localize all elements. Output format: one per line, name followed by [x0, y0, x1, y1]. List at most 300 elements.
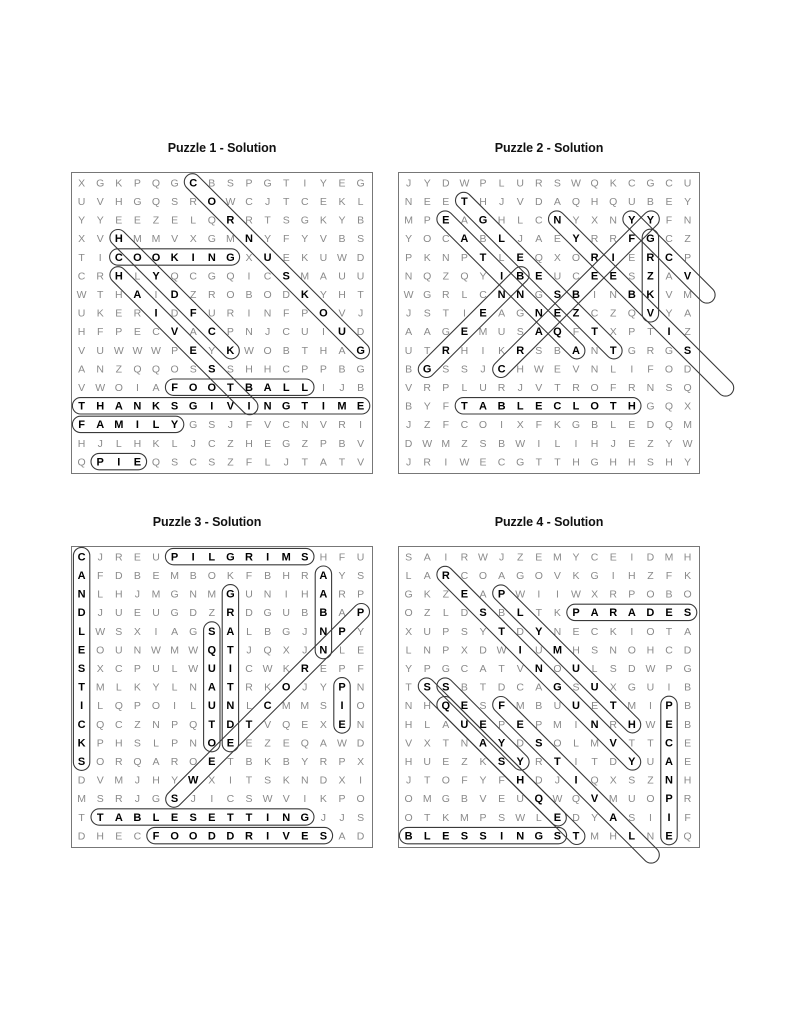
grid-letter: D — [319, 774, 328, 787]
puzzle-1-grid — [71, 172, 373, 474]
grid-letter: P — [357, 588, 365, 601]
grid-letter: E — [684, 737, 692, 750]
grid-letter: Z — [461, 437, 468, 450]
grid-letter: X — [609, 326, 617, 339]
grid-letter: N — [646, 830, 655, 843]
grid-letter: L — [282, 382, 290, 394]
grid-letter: C — [301, 196, 309, 208]
grid-letter: W — [337, 737, 347, 750]
grid-letter: Y — [170, 419, 179, 432]
grid-letter: J — [264, 196, 271, 208]
grid-letter: E — [535, 400, 543, 413]
grid-letter: R — [245, 681, 253, 694]
grid-letter: G — [553, 681, 562, 694]
grid-letter: H — [683, 774, 692, 787]
grid-letter: P — [338, 681, 346, 694]
grid-letter: R — [441, 344, 450, 357]
grid-letter: L — [357, 196, 364, 208]
grid-letter: P — [356, 607, 365, 620]
grid-letter: W — [244, 344, 254, 357]
grid-letter: X — [357, 756, 365, 768]
grid-letter: P — [319, 437, 327, 450]
grid-letter: U — [356, 270, 365, 283]
grid-letter: U — [683, 177, 692, 190]
grid-letter: W — [188, 774, 199, 787]
grid-letter: Y — [479, 625, 487, 638]
grid-letter: P — [665, 663, 673, 675]
grid-letter: B — [245, 289, 253, 301]
grid-letter: S — [133, 737, 141, 750]
grid-letter: C — [665, 177, 673, 190]
grid-letter: A — [207, 681, 216, 694]
grid-letter: A — [77, 570, 86, 582]
grid-letter: E — [535, 551, 543, 564]
grid-letter: Q — [282, 718, 291, 731]
grid-letter: A — [405, 326, 413, 339]
grid-letter: V — [338, 307, 346, 320]
grid-letter: J — [302, 681, 308, 694]
grid-letter: R — [516, 344, 525, 357]
grid-letter: D — [516, 737, 524, 750]
grid-letter: D — [356, 326, 365, 339]
grid-letter: Q — [460, 270, 469, 283]
grid-letter: C — [665, 251, 673, 264]
grid-letter: W — [188, 644, 199, 657]
grid-letter: H — [665, 456, 673, 469]
grid-letter: J — [97, 607, 103, 620]
grid-letter: U — [152, 663, 160, 675]
answer-loop-greats — [415, 263, 533, 381]
grid-letter: S — [683, 344, 692, 357]
grid-letter: V — [78, 344, 86, 357]
grid-letter: H — [245, 437, 253, 450]
grid-letter: I — [574, 718, 578, 731]
grid-letter: T — [442, 307, 450, 320]
grid-letter: B — [338, 233, 346, 246]
grid-letter: C — [665, 737, 673, 750]
grid-letter: R — [338, 419, 346, 432]
grid-letter: C — [282, 363, 290, 376]
grid-letter: O — [478, 419, 488, 432]
grid-letter: U — [207, 700, 216, 713]
grid-letter: O — [281, 681, 291, 694]
grid-letter: K — [479, 756, 487, 768]
grid-letter: D — [404, 437, 413, 450]
grid-letter: U — [572, 663, 580, 675]
grid-letter: B — [133, 811, 142, 824]
grid-letter: P — [338, 793, 346, 806]
grid-letter: K — [553, 419, 561, 432]
grid-letter: P — [572, 607, 580, 620]
grid-letter: T — [78, 251, 85, 264]
grid-letter: W — [552, 793, 563, 806]
grid-letter: R — [115, 793, 123, 806]
grid-letter: E — [115, 830, 123, 843]
grid-letter: P — [498, 718, 506, 731]
grid-letter: F — [245, 570, 253, 582]
grid-letter: U — [338, 270, 346, 283]
grid-letter: S — [479, 830, 487, 843]
grid-letter: G — [151, 793, 161, 806]
grid-letter: O — [404, 793, 413, 806]
grid-letter: M — [590, 737, 599, 750]
grid-letter: A — [479, 663, 487, 675]
grid-letter: K — [423, 588, 431, 601]
grid-letter: T — [423, 344, 431, 357]
grid-letter: N — [404, 196, 413, 208]
grid-letter: I — [537, 437, 541, 450]
grid-letter: R — [497, 382, 506, 394]
grid-letter: O — [627, 644, 636, 657]
grid-letter: D — [572, 811, 580, 824]
grid-letter: K — [442, 811, 450, 824]
grid-letter: Y — [405, 233, 413, 246]
grid-letter: E — [245, 737, 253, 750]
grid-letter: I — [593, 289, 597, 301]
grid-letter: N — [534, 663, 543, 675]
grid-letter: F — [647, 363, 654, 376]
grid-letter: P — [460, 251, 468, 264]
grid-letter: S — [264, 774, 272, 787]
grid-letter: B — [553, 344, 561, 357]
grid-letter: W — [262, 663, 273, 675]
grid-letter: I — [648, 811, 652, 824]
grid-letter: T — [227, 644, 234, 657]
grid-letter: G — [170, 588, 179, 601]
grid-letter: S — [609, 663, 617, 675]
grid-letter: I — [574, 756, 578, 768]
grid-letter: D — [460, 607, 469, 620]
grid-letter: N — [301, 419, 309, 432]
grid-letter: F — [665, 214, 673, 227]
grid-letter: Z — [684, 233, 691, 246]
grid-letter: N — [516, 830, 525, 843]
grid-letter: T — [665, 625, 673, 638]
grid-letter: K — [264, 681, 272, 694]
grid-letter: R — [646, 251, 655, 264]
grid-letter: X — [553, 251, 561, 264]
grid-letter: Z — [442, 588, 450, 601]
grid-letter: X — [78, 233, 86, 246]
grid-letter: N — [133, 644, 142, 657]
grid-letter: X — [609, 681, 617, 694]
grid-letter: E — [133, 214, 141, 227]
grid-letter: Y — [338, 570, 346, 582]
grid-letter: E — [572, 625, 580, 638]
grid-letter: T — [245, 718, 253, 731]
grid-letter: H — [404, 718, 413, 731]
grid-letter: A — [152, 756, 160, 768]
grid-letter: S — [319, 830, 328, 843]
grid-letter: D — [628, 663, 636, 675]
grid-letter: B — [264, 625, 272, 638]
grid-letter: V — [264, 718, 272, 731]
grid-letter: I — [98, 251, 102, 264]
grid-canvas — [72, 173, 372, 473]
grid-letter: C — [152, 326, 160, 339]
grid-letter: V — [572, 363, 580, 376]
grid-letter: Z — [134, 718, 141, 731]
grid-letter: L — [442, 607, 449, 620]
grid-letter: H — [115, 196, 123, 208]
grid-letter: Z — [423, 607, 431, 620]
grid-letter: T — [609, 700, 617, 713]
grid-letter: S — [226, 363, 234, 376]
grid-letter: Y — [628, 756, 636, 768]
grid-letter: P — [442, 382, 450, 394]
grid-letter: D — [497, 681, 506, 694]
grid-letter: B — [301, 607, 309, 620]
grid-letter: C — [282, 326, 290, 339]
grid-letter: S — [77, 756, 86, 768]
grid-letter: K — [338, 196, 346, 208]
grid-letter: I — [135, 382, 139, 394]
grid-letter: H — [404, 756, 413, 768]
grid-letter: D — [77, 830, 86, 843]
grid-letter: R — [300, 663, 309, 675]
grid-letter: E — [282, 251, 290, 264]
grid-letter: N — [245, 326, 253, 339]
grid-letter: I — [135, 419, 139, 432]
grid-letter: Q — [151, 456, 161, 469]
grid-letter: W — [95, 625, 106, 638]
grid-letter: H — [301, 588, 309, 601]
grid-letter: Y — [479, 270, 487, 283]
grid-letter: N — [460, 737, 469, 750]
grid-letter: J — [320, 811, 327, 824]
grid-letter: A — [319, 270, 327, 283]
grid-letter: Q — [151, 363, 161, 376]
grid-letter: M — [151, 588, 161, 601]
grid-letter: S — [535, 344, 543, 357]
grid-letter: U — [516, 793, 524, 806]
grid-letter: S — [357, 233, 365, 246]
grid-letter: P — [96, 737, 104, 750]
grid-letter: U — [646, 756, 655, 768]
grid-letter: A — [319, 588, 328, 601]
grid-letter: T — [609, 344, 617, 357]
grid-letter: L — [171, 437, 178, 450]
grid-letter: N — [226, 700, 235, 713]
grid-letter: K — [646, 289, 655, 301]
grid-letter: O — [590, 382, 599, 394]
grid-letter: U — [77, 196, 86, 208]
grid-letter: D — [170, 289, 179, 301]
grid-letter: S — [208, 419, 216, 432]
grid-letter: L — [498, 233, 505, 246]
grid-letter: A — [423, 326, 431, 339]
grid-letter: A — [498, 307, 506, 320]
grid-letter: W — [478, 551, 488, 564]
grid-letter: E — [133, 551, 141, 564]
grid-letter: N — [404, 700, 413, 713]
grid-letter: O — [207, 737, 217, 750]
grid-letter: M — [422, 793, 432, 806]
grid-letter: N — [189, 681, 197, 694]
grid-letter: Y — [665, 307, 673, 320]
grid-letter: A — [460, 214, 468, 227]
grid-letter: N — [263, 307, 272, 320]
grid-letter: B — [535, 700, 543, 713]
grid-letter: K — [115, 177, 123, 190]
grid-letter: X — [78, 177, 86, 190]
grid-letter: D — [479, 644, 487, 657]
grid-letter: E — [665, 607, 673, 620]
grid-letter: S — [208, 456, 216, 469]
grid-letter: G — [646, 233, 655, 246]
grid-letter: J — [405, 307, 412, 320]
grid-letter: O — [133, 251, 142, 264]
grid-letter: H — [263, 363, 272, 376]
grid-letter: C — [460, 570, 469, 582]
grid-letter: L — [573, 737, 579, 750]
grid-letter: V — [590, 793, 599, 806]
grid-letter: H — [572, 644, 580, 657]
grid-letter: P — [535, 718, 543, 731]
grid-letter: L — [461, 289, 468, 301]
grid-letter: W — [645, 718, 656, 731]
grid-letter: F — [282, 233, 290, 246]
grid-letter: D — [207, 830, 216, 843]
grid-letter: G — [356, 363, 365, 376]
grid-letter: G — [189, 419, 198, 432]
grid-letter: A — [114, 400, 123, 413]
grid-letter: V — [78, 382, 86, 394]
grid-letter: S — [479, 607, 487, 620]
grid-letter: V — [516, 663, 524, 675]
grid-letter: O — [646, 625, 655, 638]
grid-letter: I — [667, 326, 671, 339]
grid-letter: R — [423, 456, 431, 469]
grid-letter: E — [264, 437, 272, 450]
grid-letter: K — [300, 289, 309, 301]
grid-letter: M — [337, 400, 347, 413]
grid-letter: L — [339, 644, 345, 657]
grid-letter: E — [282, 737, 290, 750]
grid-letter: A — [338, 830, 346, 843]
grid-letter: H — [590, 437, 599, 450]
grid-letter: R — [245, 551, 253, 564]
grid-letter: Z — [423, 419, 431, 432]
grid-letter: S — [301, 551, 309, 564]
grid-letter: I — [359, 774, 363, 787]
grid-letter: M — [300, 700, 310, 713]
grid-letter: Y — [516, 756, 524, 768]
grid-letter: M — [515, 700, 525, 713]
grid-letter: I — [500, 419, 504, 432]
grid-letter: R — [609, 607, 618, 620]
grid-letter: S — [171, 456, 179, 469]
grid-letter: A — [319, 570, 328, 582]
grid-letter: E — [460, 700, 469, 713]
grid-letter: B — [282, 756, 290, 768]
grid-letter: W — [422, 437, 433, 450]
grid-letter: U — [497, 326, 506, 339]
grid-letter: J — [405, 774, 412, 787]
grid-letter: K — [319, 793, 327, 806]
grid-letter: D — [170, 307, 179, 320]
grid-letter: F — [152, 830, 160, 843]
grid-letter: L — [134, 270, 141, 283]
grid-letter: J — [246, 644, 252, 657]
grid-letter: P — [442, 644, 450, 657]
grid-letter: A — [553, 196, 561, 208]
grid-letter: Q — [571, 196, 581, 208]
grid-letter: Z — [647, 437, 654, 450]
grid-letter: N — [609, 644, 617, 657]
grid-letter: D — [77, 607, 86, 620]
grid-letter: X — [189, 233, 197, 246]
grid-letter: E — [226, 737, 235, 750]
grid-letter: F — [665, 570, 673, 582]
grid-letter: X — [591, 588, 599, 601]
grid-letter: I — [117, 456, 121, 469]
grid-letter: G — [441, 793, 450, 806]
grid-letter: O — [356, 793, 365, 806]
grid-letter: I — [611, 251, 615, 264]
grid-letter: M — [133, 233, 142, 246]
grid-letter: A — [78, 363, 86, 376]
grid-letter: P — [338, 663, 346, 675]
grid-letter: F — [357, 663, 364, 675]
grid-letter: V — [479, 793, 487, 806]
grid-letter: H — [319, 551, 328, 564]
grid-letter: G — [646, 400, 655, 413]
grid-letter: R — [96, 270, 104, 283]
grid-letter: T — [479, 681, 487, 694]
grid-letter: S — [208, 363, 216, 376]
grid-letter: L — [246, 700, 252, 713]
grid-letter: R — [628, 382, 636, 394]
grid-letter: M — [114, 774, 124, 787]
grid-letter: B — [319, 607, 328, 620]
grid-letter: T — [572, 830, 580, 843]
grid-letter: M — [664, 551, 674, 564]
grid-letter: U — [423, 625, 431, 638]
grid-letter: M — [114, 419, 124, 432]
grid-letter: I — [191, 551, 195, 564]
grid-letter: A — [479, 400, 487, 413]
grid-letter: S — [498, 811, 506, 824]
answer-loop-football — [165, 379, 314, 395]
grid-letter: Y — [78, 214, 86, 227]
grid-letter: B — [357, 214, 365, 227]
grid-letter: O — [553, 663, 562, 675]
grid-letter: Z — [115, 363, 123, 376]
grid-letter: S — [77, 663, 86, 675]
grid-letter: Y — [572, 214, 580, 227]
grid-letter: V — [357, 456, 365, 469]
grid-letter: W — [132, 344, 143, 357]
grid-letter: I — [247, 270, 251, 283]
answer-loop-tablesetting — [91, 809, 314, 825]
grid-letter: P — [96, 456, 104, 469]
grid-letter: Q — [627, 307, 636, 320]
grid-letter: P — [479, 177, 487, 190]
grid-letter: B — [479, 233, 487, 246]
grid-letter: J — [97, 551, 103, 564]
grid-letter: T — [461, 196, 468, 208]
grid-letter: S — [357, 811, 365, 824]
grid-letter: S — [442, 681, 450, 694]
grid-letter: T — [78, 811, 85, 824]
grid-letter: Z — [227, 437, 234, 450]
grid-letter: G — [422, 363, 432, 376]
grid-letter: C — [114, 251, 123, 264]
grid-letter: L — [246, 625, 252, 638]
grid-letter: N — [423, 644, 431, 657]
grid-letter: O — [356, 700, 365, 713]
